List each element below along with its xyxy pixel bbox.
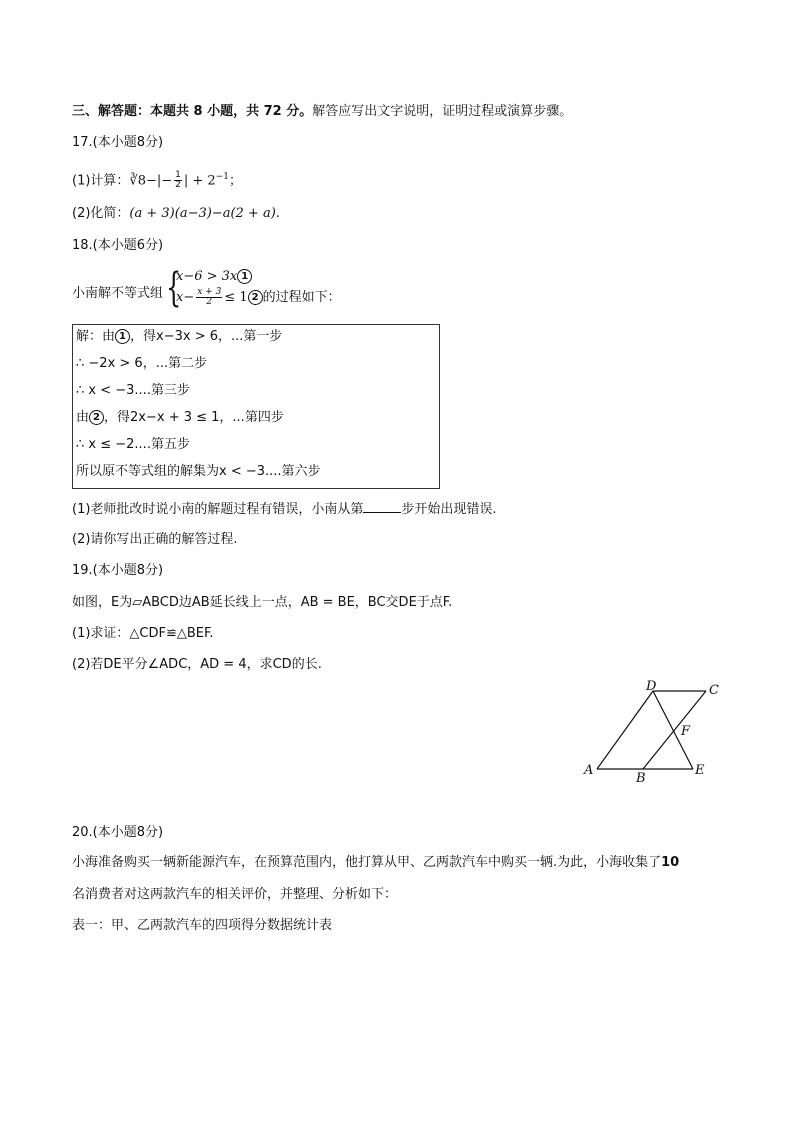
segment-ad [597,691,653,769]
answer-blank[interactable] [363,500,401,513]
q20-header: 20.(本小题8分) [72,825,164,840]
section-heading [72,103,572,121]
q18-intro-text: 小南解不等式组 [72,286,164,301]
q18-ineq2-num: x + 3 [197,287,222,297]
q17-part1-exp: −1 [215,172,229,182]
circled-2-marker: 2 [89,410,104,425]
q18-solution-box [72,324,440,489]
point-label-b: B [636,771,646,786]
q18-part1-a: (1)老师批改时说小南的解题过程有错误，小南从第 [72,502,364,517]
q17-frac-den: 2 [175,180,181,191]
q17-part1 [72,168,242,190]
q17-part1-tail: | + 2 [183,173,216,189]
q17-part1-label: (1)计算： [72,173,130,189]
solution-step-1 [76,328,282,346]
q18-part1 [72,500,497,519]
q18-intro-tail: 的过程如下： [262,290,341,305]
q19-part1: (1)求证：△CDF≌△BEF. [72,626,214,641]
circled-1-marker: 1 [237,269,252,284]
section-heading-bold: 三、解答题：本题共 8 小题，共 72 分。 [72,104,313,119]
q18-part1-b: 步开始出现错误. [401,502,497,517]
q19-statement: 如图，E为▱ABCD边AB延长线上一点，AB = BE，BC交DE于点F. [72,595,453,610]
solution-step-6: 所以原不等式组的解集为x < −3....第六步 [76,464,321,479]
q19-part2: (2)若DE平分∠ADC，AD = 4，求CD的长. [72,657,322,672]
step-1-post: ，得x−3x > 6，...第一步 [130,329,283,344]
q18-inequality-2 [176,288,341,307]
q18-header: 18.(本小题6分) [72,238,164,253]
q17-part2 [72,205,280,223]
point-label-a: A [584,763,594,778]
point-label-f: F [681,724,691,739]
q20-line-1-text: 小海准备购买一辆新能源汽车，在预算范围内，他打算从甲、乙两款汽车中购买一辆.为此，小海收集了 [72,855,662,870]
solution-step-5: ∴ x ≤ −2....第五步 [76,437,190,452]
q18-ineq2-den: 2 [206,297,213,307]
q17-header: 17.(本小题8分) [72,135,164,150]
parallelogram-figure [578,678,738,788]
q18-inequality-1 [176,268,252,286]
q18-ineq2-a: x− [176,290,195,305]
q17-part2-expr: (a + 3)(a−3)−a(2 + a). [129,206,280,221]
q17-part2-label: (2)化简： [72,206,130,221]
q18-part2: (2)请你写出正确的解答过程. [72,532,238,547]
q20-line-1-number: 10 [661,855,680,870]
q18-ineq1-expr: x−6 > 3x [176,269,238,284]
point-label-d: D [646,679,657,694]
q17-part1-end: ； [228,173,242,189]
step-4-pre: 由 [76,410,90,425]
q20-line-2: 名消费者对这两款汽车的相关评价，并整理、分析如下： [72,887,398,902]
step-4-post: ，得2x−x + 3 ≤ 1，...第四步 [104,410,284,425]
q17-part1-expr: ∛8−|− [129,173,173,189]
q20-line-1 [72,854,679,872]
q20-table-caption: 表一：甲、乙两款汽车的四项得分数据统计表 [72,918,333,933]
q18-ineq2-fraction [196,288,222,307]
solution-step-3: ∴ x < −3....第三步 [76,383,190,398]
solution-step-2: ∴ −2x > 6，...第二步 [76,356,208,371]
q19-header: 19.(本小题8分) [72,563,164,578]
q18-system-brace: { [166,265,182,311]
q17-frac-num: 1 [175,170,181,181]
q18-intro [72,285,163,303]
section-heading-rest: 解答应写出文字说明，证明过程或演算步骤。 [312,104,573,119]
point-label-c: C [709,683,719,698]
q18-ineq2-b: ≤ 1 [224,290,248,305]
segment-cb [643,691,706,769]
circled-2-marker: 2 [248,290,263,305]
step-1-pre: 解：由 [76,329,116,344]
solution-step-4 [76,409,284,427]
circled-1-marker: 1 [115,329,130,344]
q17-fraction [174,171,182,190]
point-label-e: E [695,763,705,778]
